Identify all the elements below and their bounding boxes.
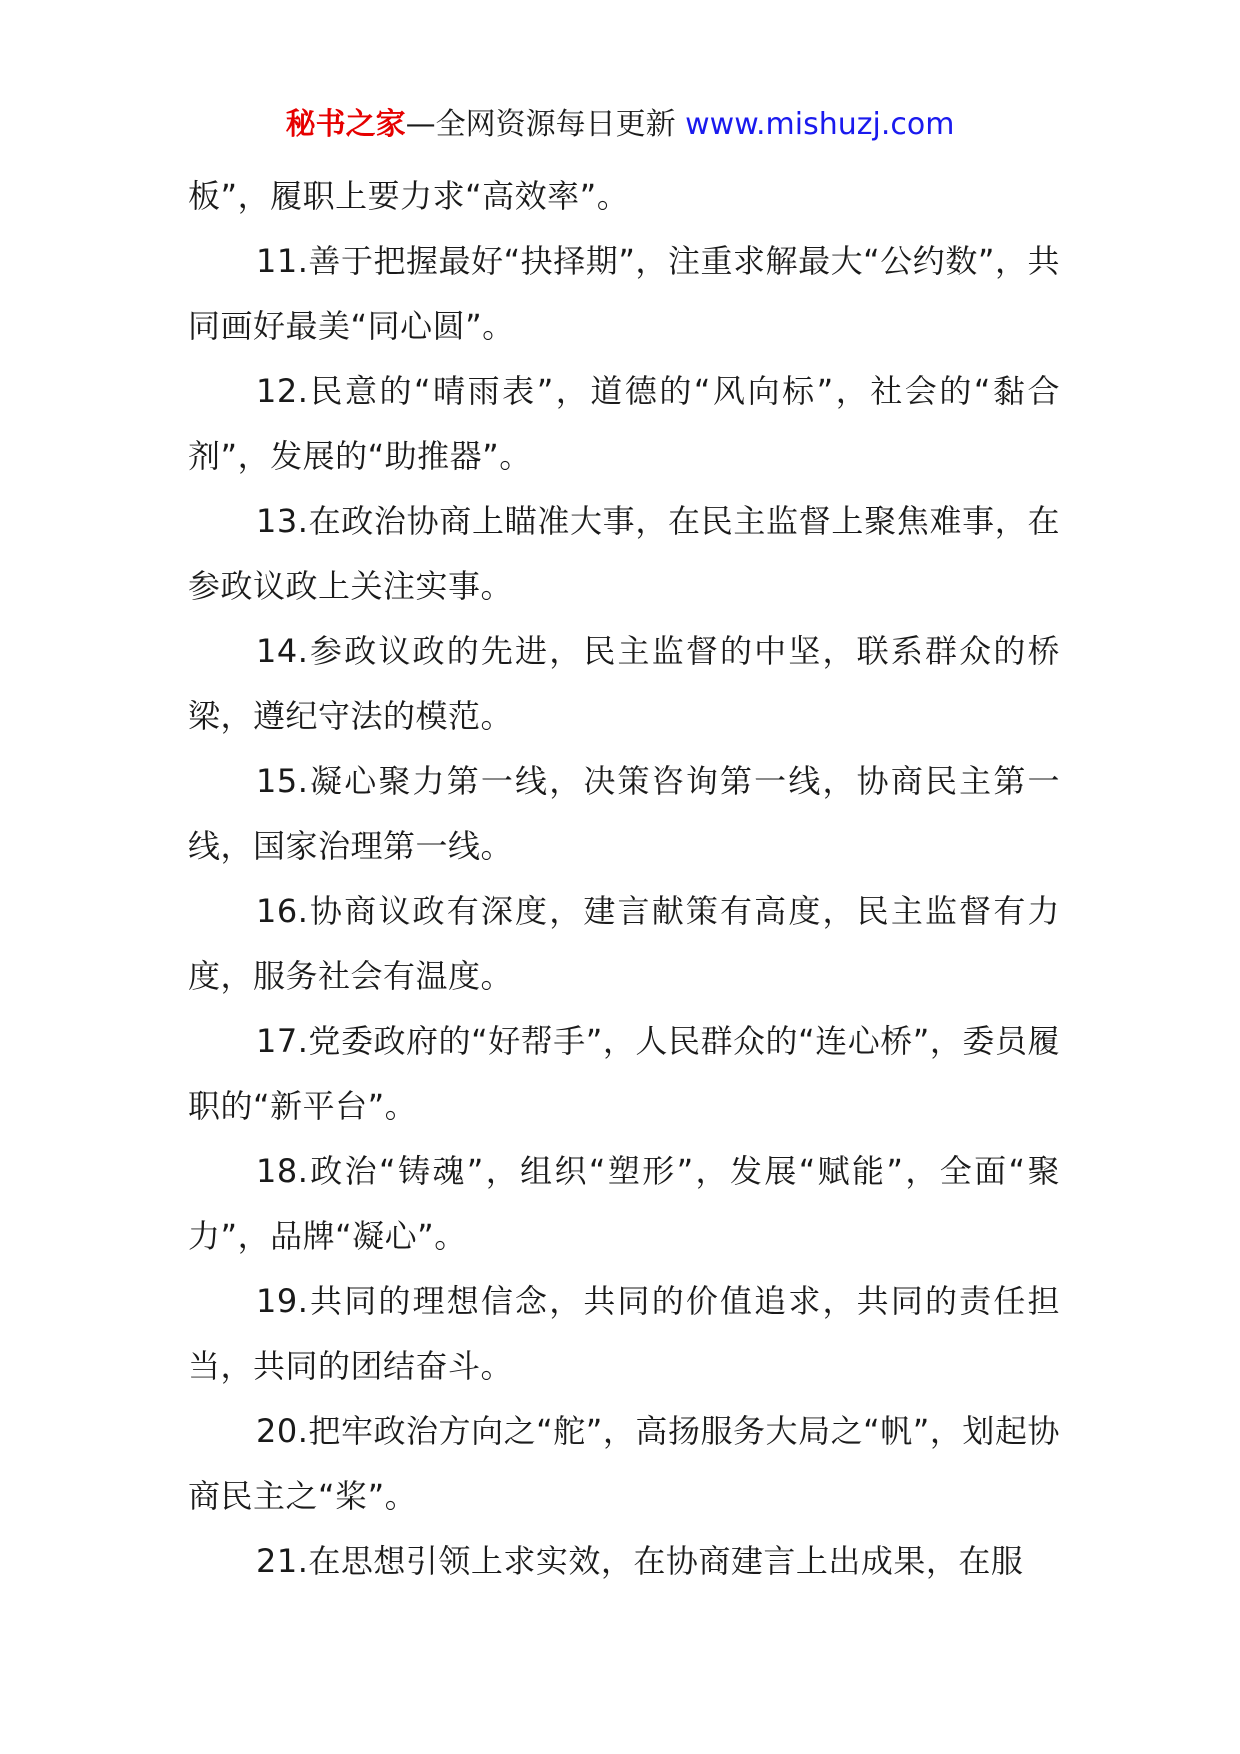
document-body [188,164,1060,1594]
paragraph-item-19: 19.共同的理想信念，共同的价值追求，共同的责任担当，共同的团结奋斗。 [188,1282,1060,1385]
brand-name: 秘书之家 [285,107,406,142]
paragraph-item-13: 13.在政治协商上瞄准大事，在民主监督上聚焦难事，在参政议政上关注实事。 [188,502,1060,605]
paragraph-item-21: 21.在思想引领上求实效，在协商建言上出成果，在服 [256,1542,1024,1580]
paragraph-item-14: 14.参政议政的先进，民主监督的中坚，联系群众的桥梁，遵纪守法的模范。 [188,632,1060,735]
paragraph-continued: 板”，履职上要力求“高效率”。 [188,177,630,215]
paragraph-item-12: 12.民意的“晴雨表”，道德的“风向标”，社会的“黏合剂”，发展的“助推器”。 [188,372,1060,475]
header-url-link[interactable]: www.mishuzj.com [685,107,955,142]
paragraph-item-11: 11.善于把握最好“抉择期”，注重求解最大“公约数”，共同画好最美“同心圆”。 [188,242,1060,345]
paragraph-item-18: 18.政治“铸魂”，组织“塑形”，发展“赋能”，全面“聚力”，品牌“凝心”。 [188,1152,1060,1255]
paragraph-item-16: 16.协商议政有深度，建言献策有高度，民主监督有力度，服务社会有温度。 [188,892,1060,995]
paragraph-item-20: 20.把牢政治方向之“舵”，高扬服务大局之“帆”，划起协商民主之“桨”。 [188,1412,1060,1515]
paragraph-item-17: 17.党委政府的“好帮手”，人民群众的“连心桥”，委员履职的“新平台”。 [188,1022,1060,1125]
header-tagline: —全网资源每日更新 [405,107,676,142]
paragraph-item-15: 15.凝心聚力第一线，决策咨询第一线，协商民主第一线，国家治理第一线。 [188,762,1060,865]
page-header [0,104,1240,146]
